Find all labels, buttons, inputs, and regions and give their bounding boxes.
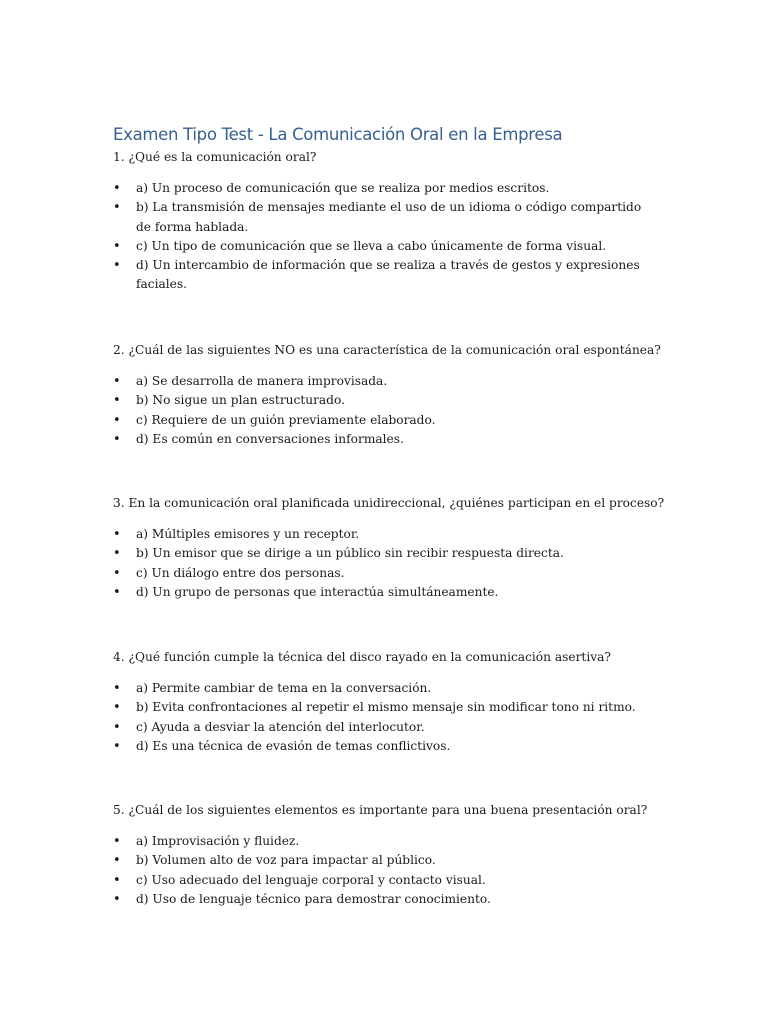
bullet-icon: •: [113, 527, 121, 542]
bullet-icon: •: [113, 834, 121, 849]
question-3: [113, 494, 665, 602]
option-text: a) Improvisación y fluidez.: [136, 834, 300, 848]
option-a: [113, 679, 643, 698]
bullet-icon: •: [113, 181, 121, 196]
option-text: c) Un tipo de comunicación que se lleva a cabo únicamente de forma visual.: [136, 238, 607, 253]
bullet-icon: •: [113, 700, 121, 716]
question-4: [113, 648, 643, 756]
options-list: [113, 179, 643, 295]
option-b: [113, 851, 643, 870]
bullet-icon: •: [113, 200, 121, 216]
option-text: b) Evita confrontaciones al repetir el mismo mensaje sin modificar tono ni ritmo.: [136, 700, 636, 715]
option-text: c) Uso adecuado del lenguaje corporal y contacto visual.: [136, 872, 486, 887]
option-d: [113, 430, 643, 449]
question-text: 1. ¿Qué es la comunicación oral?: [113, 150, 317, 164]
option-d: [113, 890, 643, 909]
option-d: [113, 583, 643, 602]
bullet-icon: •: [113, 238, 121, 254]
option-b: [113, 391, 643, 410]
option-text: a) Múltiples emisores y un receptor.: [136, 527, 360, 541]
option-b: [113, 698, 643, 717]
options-list: [113, 832, 643, 909]
bullet-icon: •: [113, 891, 121, 907]
question-text: 2. ¿Cuál de las siguientes NO es una característica de la comunicación oral espontánea?: [113, 343, 661, 357]
bullet-icon: •: [113, 374, 121, 389]
option-text: d) Uso de lenguaje técnico para demostrar conocimiento.: [136, 891, 491, 906]
option-b: [113, 544, 643, 563]
option-c: [113, 237, 643, 256]
option-text: b) No sigue un plan estructurado.: [136, 393, 345, 408]
bullet-icon: •: [113, 546, 121, 562]
options-list: [113, 372, 643, 449]
bullet-icon: •: [113, 584, 121, 600]
option-text: d) Es una técnica de evasión de temas conflictivos.: [136, 738, 451, 753]
option-text: b) Volumen alto de voz para impactar al público.: [136, 853, 436, 868]
option-c: [113, 411, 643, 430]
option-text: c) Un diálogo entre dos personas.: [136, 565, 345, 580]
option-a: [113, 832, 643, 851]
document-title: Examen Tipo Test - La Comunicación Oral en la Empresa: [113, 125, 563, 144]
option-c: [113, 871, 643, 890]
option-text: c) Requiere de un guión previamente elaborado.: [136, 412, 436, 427]
option-text: c) Ayuda a desviar la atención del interlocutor.: [136, 719, 425, 734]
option-text: d) Un grupo de personas que interactúa simultáneamente.: [136, 584, 499, 599]
option-c: [113, 564, 643, 583]
option-text: a) Permite cambiar de tema en la conversación.: [136, 681, 432, 695]
bullet-icon: •: [113, 393, 121, 409]
bullet-icon: •: [113, 258, 121, 274]
option-text: d) Es común en conversaciones informales.: [136, 431, 404, 446]
bullet-icon: •: [113, 565, 121, 581]
bullet-icon: •: [113, 681, 121, 696]
question-text: 5. ¿Cuál de los siguientes elementos es importante para una buena presentación oral?: [113, 803, 648, 817]
options-list: [113, 679, 643, 756]
option-a: [113, 372, 643, 391]
question-text: 3. En la comunicación oral planificada unidireccional, ¿quiénes participan en el proceso?: [113, 496, 665, 510]
option-c: [113, 718, 643, 737]
options-list: [113, 525, 643, 602]
bullet-icon: •: [113, 431, 121, 447]
option-text: d) Un intercambio de información que se realiza a través de gestos y expresiones faciales.: [136, 258, 640, 292]
option-text: a) Se desarrolla de manera improvisada.: [136, 374, 388, 388]
option-text: a) Un proceso de comunicación que se realiza por medios escritos.: [136, 181, 550, 195]
bullet-icon: •: [113, 853, 121, 869]
option-a: [113, 525, 643, 544]
question-2: [113, 341, 661, 449]
bullet-icon: •: [113, 719, 121, 735]
question-1: [113, 148, 643, 295]
bullet-icon: •: [113, 412, 121, 428]
bullet-icon: •: [113, 738, 121, 754]
question-5: [113, 801, 648, 909]
option-text: b) Un emisor que se dirige a un público sin recibir respuesta directa.: [136, 546, 564, 561]
option-b: [113, 198, 643, 237]
option-d: [113, 737, 643, 756]
option-d: [113, 256, 643, 295]
option-a: [113, 179, 643, 198]
question-text: 4. ¿Qué función cumple la técnica del disco rayado en la comunicación asertiva?: [113, 650, 611, 664]
option-text: b) La transmisión de mensajes mediante el uso de un idioma o código compartido de forma hablada.: [136, 200, 642, 234]
bullet-icon: •: [113, 872, 121, 888]
